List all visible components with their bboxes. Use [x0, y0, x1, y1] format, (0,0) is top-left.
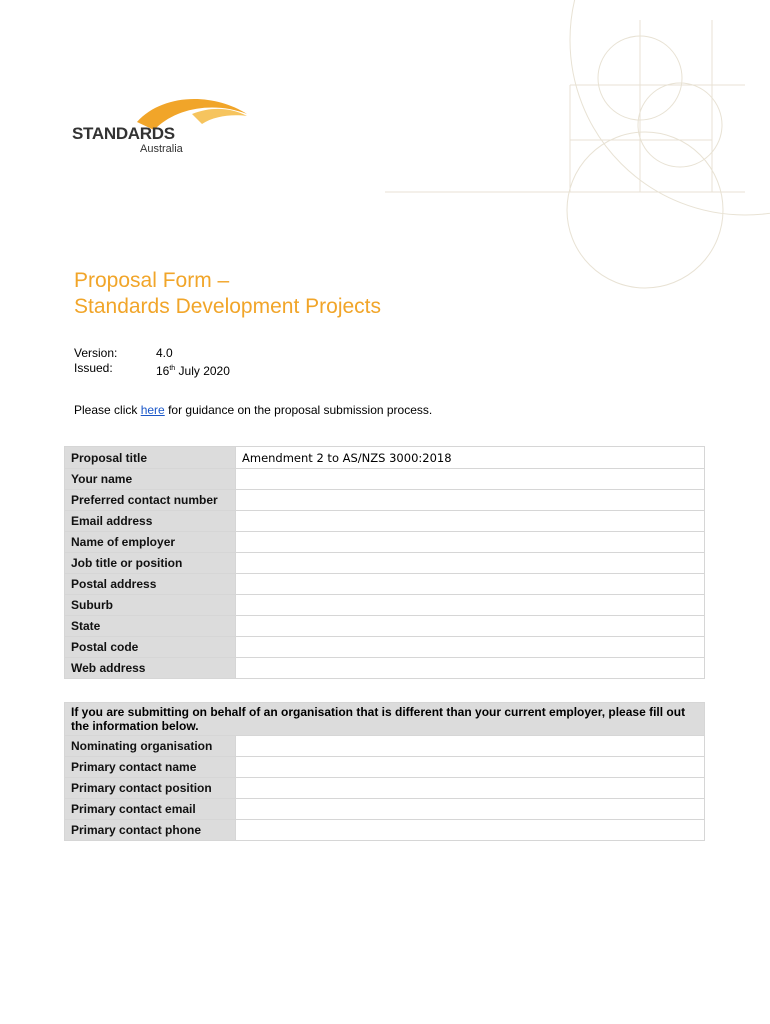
- issued-rest: July 2020: [175, 364, 230, 378]
- table-row: [65, 820, 705, 841]
- field-label: Preferred contact number: [65, 490, 236, 511]
- organisation-note: If you are submitting on behalf of an organisation that is different than your current employer, please fill out the information below.: [65, 703, 705, 736]
- field-label: Name of employer: [65, 532, 236, 553]
- table-row: [65, 757, 705, 778]
- field-label: Web address: [65, 658, 236, 679]
- field-value[interactable]: [236, 574, 705, 595]
- issued-label: Issued:: [74, 361, 113, 375]
- field-label: Primary contact phone: [65, 820, 236, 841]
- field-label: Proposal title: [65, 447, 236, 469]
- field-label: Email address: [65, 511, 236, 532]
- version-value: 4.0: [156, 346, 173, 360]
- field-value[interactable]: [236, 616, 705, 637]
- field-value[interactable]: [236, 511, 705, 532]
- field-value[interactable]: [236, 553, 705, 574]
- logo-subtitle: Australia: [140, 143, 183, 155]
- field-value[interactable]: [236, 595, 705, 616]
- table-row: [65, 511, 705, 532]
- standards-australia-logo: [72, 92, 252, 162]
- field-label: Primary contact name: [65, 757, 236, 778]
- field-label: Job title or position: [65, 553, 236, 574]
- guidance-before: Please click: [74, 403, 141, 417]
- version-label: Version:: [74, 346, 118, 360]
- table-row: [65, 778, 705, 799]
- table-row: [65, 469, 705, 490]
- field-value[interactable]: [236, 658, 705, 679]
- document-meta: [74, 346, 230, 379]
- title-line-1: Proposal Form –: [74, 269, 230, 292]
- field-value[interactable]: [236, 469, 705, 490]
- field-label: Nominating organisation: [65, 736, 236, 757]
- issued-value: [156, 361, 230, 379]
- field-value[interactable]: [236, 532, 705, 553]
- field-value[interactable]: [236, 736, 705, 757]
- field-value[interactable]: [236, 757, 705, 778]
- field-label: Primary contact email: [65, 799, 236, 820]
- table-row: [65, 799, 705, 820]
- issued-row: [74, 361, 230, 379]
- guidance-link[interactable]: here: [140, 403, 165, 417]
- issued-suffix: th: [169, 365, 176, 372]
- field-value[interactable]: [236, 490, 705, 511]
- table-row: [65, 595, 705, 616]
- organisation-note-row: [65, 703, 705, 736]
- field-label: Primary contact position: [65, 778, 236, 799]
- guidance-text: [74, 403, 432, 417]
- table-row: [65, 736, 705, 757]
- field-label: State: [65, 616, 236, 637]
- field-value[interactable]: [236, 799, 705, 820]
- table-row: [65, 616, 705, 637]
- field-value[interactable]: [236, 637, 705, 658]
- field-label: Suburb: [65, 595, 236, 616]
- table-row: [65, 658, 705, 679]
- field-value[interactable]: Amendment 2 to AS/NZS 3000:2018: [236, 447, 705, 469]
- table-row: [65, 574, 705, 595]
- logo-wordmark: STANDARDS: [72, 124, 175, 143]
- proposal-details-table: [64, 446, 705, 679]
- page-title: [74, 268, 381, 320]
- title-line-2: Standards Development Projects: [74, 295, 381, 318]
- table-row: [65, 447, 705, 469]
- table-row: [65, 637, 705, 658]
- field-value[interactable]: [236, 820, 705, 841]
- organisation-details-table: [64, 702, 705, 841]
- guidance-after: for guidance on the proposal submission process.: [164, 403, 433, 417]
- table-row: [65, 553, 705, 574]
- field-label: Your name: [65, 469, 236, 490]
- issued-day: 16: [156, 364, 170, 378]
- table-row: [65, 532, 705, 553]
- field-label: Postal code: [65, 637, 236, 658]
- table-row: [65, 490, 705, 511]
- field-label: Postal address: [65, 574, 236, 595]
- version-row: [74, 346, 230, 361]
- field-value[interactable]: [236, 778, 705, 799]
